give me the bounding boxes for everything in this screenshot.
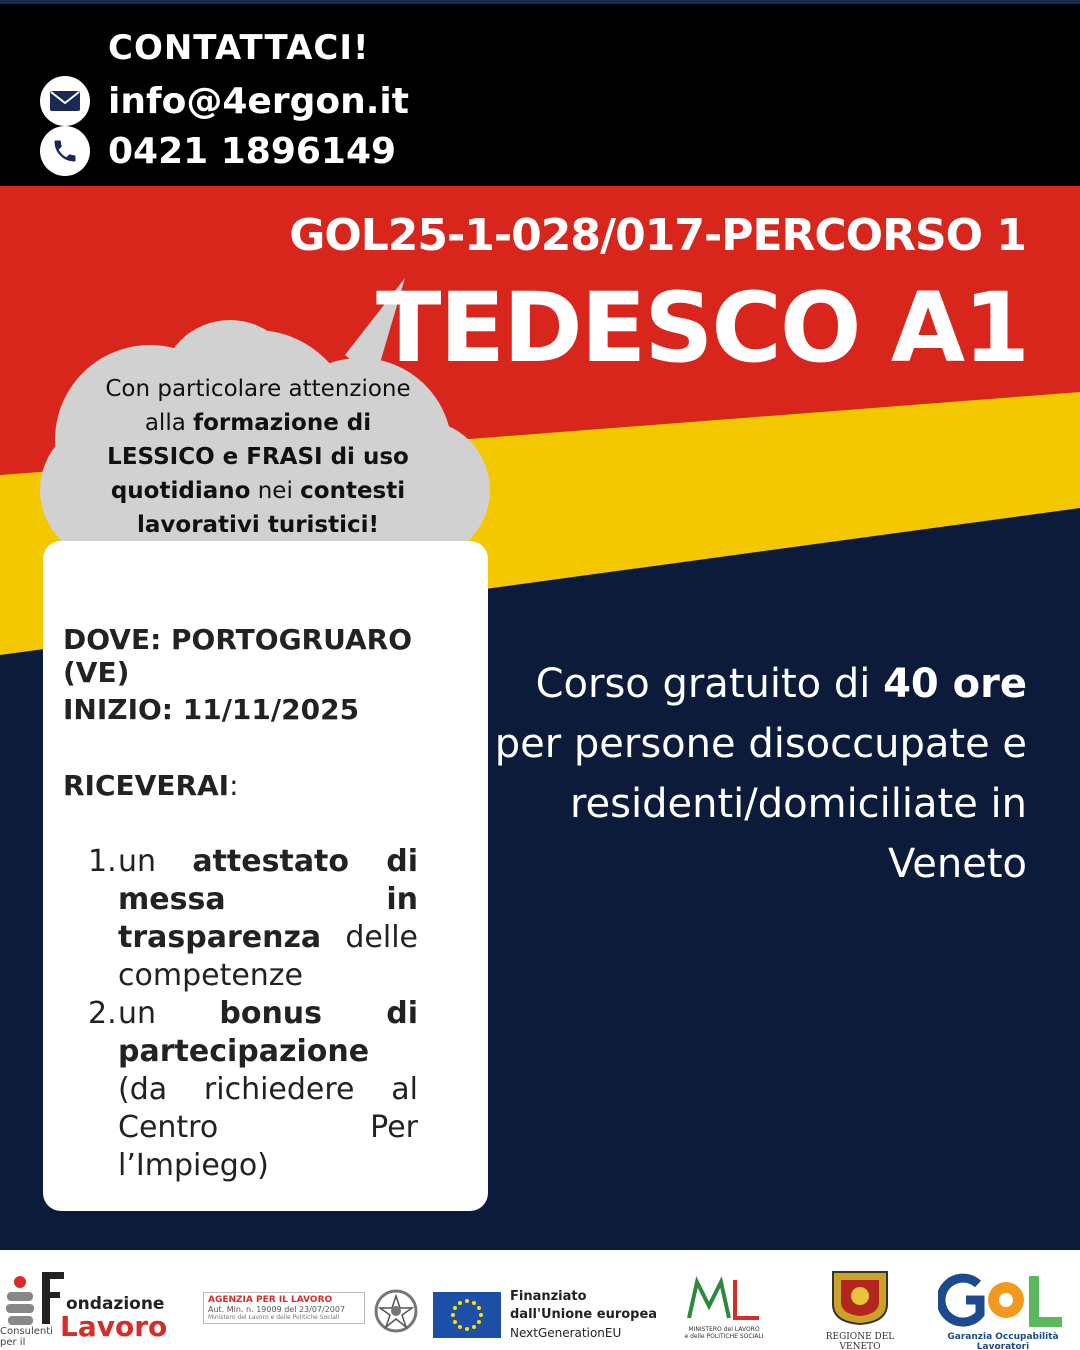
- eu-line: Finanziato: [510, 1289, 587, 1304]
- bubble-fragment: alla: [144, 410, 194, 436]
- email-row[interactable]: [40, 76, 409, 126]
- gol-text: Garanzia Occupabilità Lavoratori: [947, 1332, 1059, 1350]
- gol-logo: [938, 1270, 1068, 1350]
- list-number: 1.: [88, 844, 117, 879]
- bubble-fragment: nei: [250, 478, 301, 504]
- bubble-line: Con particolare attenzione: [105, 376, 411, 402]
- phone-icon: [40, 126, 90, 176]
- hours-highlight: 40 ore: [883, 661, 1027, 707]
- course-title: TEDESCO A1: [375, 272, 1028, 384]
- start-date-text: INIZIO: 11/11/2025: [63, 693, 360, 726]
- list-text: delle competenze: [118, 920, 418, 993]
- benefits-colon: :: [229, 769, 239, 802]
- bubble-bold: quotidiano: [110, 478, 251, 504]
- eu-line: NextGenerationEU: [510, 1326, 622, 1340]
- list-item: [88, 843, 418, 995]
- benefits-list: [88, 843, 418, 1185]
- mail-icon: [40, 76, 90, 126]
- lavoro-text: Lavoro: [60, 1310, 168, 1343]
- bubble-bold: contesti: [300, 478, 406, 504]
- contact-title: CONTATTACI!: [108, 28, 370, 68]
- consulenti-text: Consulenti per il: [0, 1326, 53, 1348]
- list-text: un: [118, 996, 220, 1031]
- bubble-bold: lavorativi turistici!: [137, 512, 379, 538]
- list-text: (da richiedere al Centro Per l’Impiego): [118, 1072, 418, 1183]
- list-number: 2.: [88, 996, 117, 1031]
- description-text: per persone disoccupate e residenti/domiciliate in Veneto: [494, 721, 1027, 887]
- footer-logos: [0, 1250, 1080, 1350]
- details-card: [43, 541, 488, 1211]
- agency-auth: Aut. Min. n. 19009 del 23/07/2007: [208, 1305, 346, 1314]
- email-link[interactable]: info@4ergon.it: [108, 80, 409, 122]
- phone-number[interactable]: 0421 1896149: [108, 130, 397, 172]
- fondazione-lavoro-logo: [0, 1260, 195, 1348]
- benefits-heading: [63, 769, 239, 802]
- bubble-text: [88, 372, 428, 542]
- location-text: DOVE: PORTOGRUARO (VE): [63, 623, 413, 689]
- course-description: [467, 654, 1027, 894]
- eu-line: dall'Unione europea: [510, 1307, 658, 1322]
- list-bold: attestato di messa in trasparenza: [118, 844, 418, 955]
- agency-title: AGENZIA PER IL LAVORO: [208, 1295, 333, 1305]
- ministry-logo: [683, 1276, 765, 1340]
- ministry-line: e delle POLITICHE SOCIALI: [684, 1333, 764, 1340]
- course-code: GOL25-1-028/017-PERCORSO 1: [289, 210, 1026, 261]
- regione-veneto-logo: [810, 1268, 910, 1350]
- list-item: [88, 995, 418, 1185]
- description-text: Corso gratuito di: [535, 661, 884, 707]
- agency-ministry: Ministero del Lavoro e delle Politiche Sociali: [208, 1314, 340, 1321]
- fondazione-text: ondazione: [66, 1294, 165, 1314]
- phone-row[interactable]: [40, 126, 396, 176]
- bubble-bold: formazione di: [193, 410, 372, 436]
- eu-funding-text: [510, 1288, 657, 1342]
- veneto-text: REGIONE DEL VENETO: [825, 1332, 895, 1350]
- ministry-line: MINISTERO del LAVORO: [688, 1326, 760, 1333]
- bubble-bold: LESSICO e FRASI di uso: [107, 444, 409, 470]
- italian-emblem-icon: [372, 1286, 420, 1340]
- list-text: un: [118, 844, 193, 879]
- benefits-heading-label: RICEVERAI: [63, 769, 230, 802]
- agency-logo: [203, 1292, 365, 1324]
- eu-flag-icon: [433, 1292, 501, 1338]
- list-bold: bonus di partecipazione: [118, 996, 418, 1069]
